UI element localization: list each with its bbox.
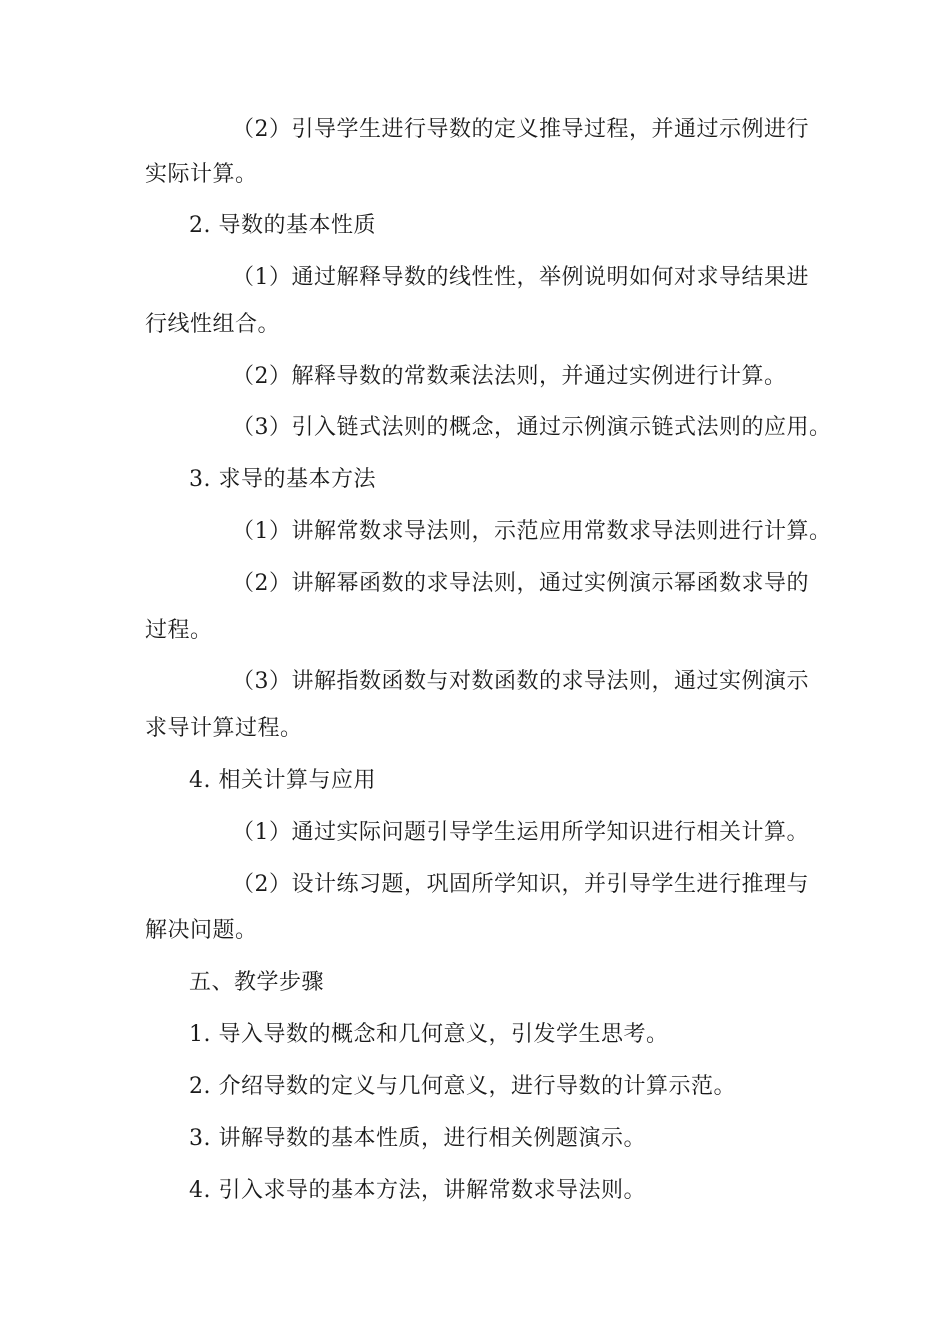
paragraph-line: 过程。 xyxy=(145,618,213,643)
paragraph-line: （3）引入链式法则的概念，通过示例演示链式法则的应用。 xyxy=(232,415,832,440)
paragraph-line: 实际计算。 xyxy=(145,162,258,187)
section-heading: 4. 相关计算与应用 xyxy=(189,768,376,793)
list-item: 3. 讲解导数的基本性质，进行相关例题演示。 xyxy=(189,1126,646,1151)
paragraph-line: （3）讲解指数函数与对数函数的求导法则，通过实例演示 xyxy=(232,669,809,694)
chapter-heading: 五、教学步骤 xyxy=(189,970,325,995)
paragraph-line: 解决问题。 xyxy=(145,918,258,943)
paragraph-line: （2）引导学生进行导数的定义推导过程，并通过示例进行 xyxy=(232,117,809,142)
paragraph-line: （2）解释导数的常数乘法法则，并通过实例进行计算。 xyxy=(232,364,787,389)
list-item: 4. 引入求导的基本方法，讲解常数求导法则。 xyxy=(189,1178,646,1203)
paragraph-line: 行线性组合。 xyxy=(145,312,281,337)
paragraph-line: （2）设计练习题，巩固所学知识，并引导学生进行推理与 xyxy=(232,872,809,897)
paragraph-line: 求导计算过程。 xyxy=(145,716,303,741)
section-heading: 2. 导数的基本性质 xyxy=(189,213,376,238)
list-item: 2. 介绍导数的定义与几何意义，进行导数的计算示范。 xyxy=(189,1074,736,1099)
paragraph-line: （1）通过实际问题引导学生运用所学知识进行相关计算。 xyxy=(232,820,809,845)
section-heading: 3. 求导的基本方法 xyxy=(189,467,376,492)
list-item: 1. 导入导数的概念和几何意义，引发学生思考。 xyxy=(189,1022,669,1047)
paragraph-line: （2）讲解幂函数的求导法则，通过实例演示幂函数求导的 xyxy=(232,571,809,596)
paragraph-line: （1）讲解常数求导法则，示范应用常数求导法则进行计算。 xyxy=(232,519,832,544)
paragraph-line: （1）通过解释导数的线性性，举例说明如何对求导结果进 xyxy=(232,265,809,290)
